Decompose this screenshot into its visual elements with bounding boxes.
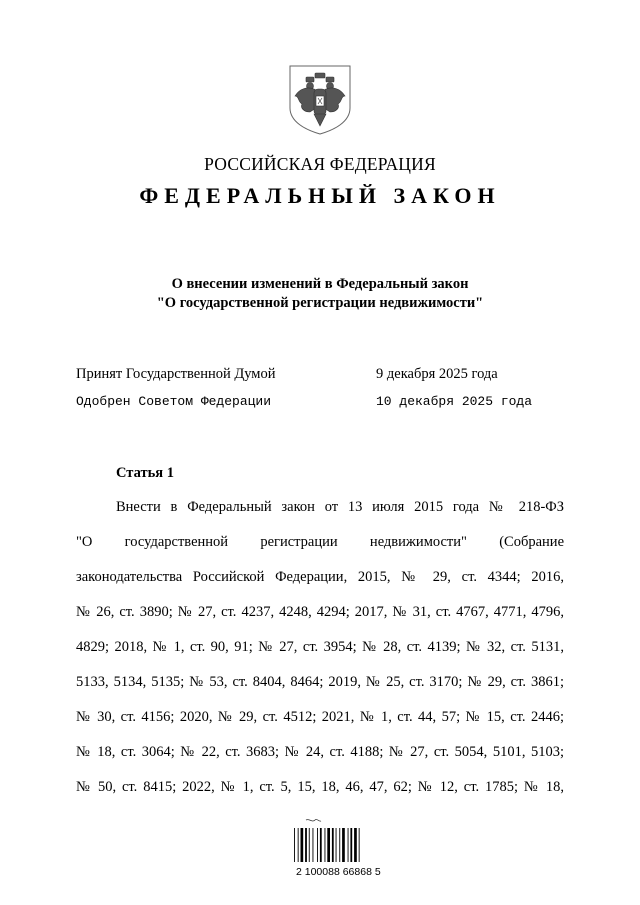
approval-council-date: 10 декабря 2025 года: [376, 394, 533, 409]
approval-council-label: Одобрен Советом Федерации: [76, 394, 272, 409]
article-text-line: 4829; 2018, № 1, ст. 90, 91; № 27, ст. 3954; № 28, ст. 4139; № 32, ст. 5131,: [76, 639, 564, 655]
barcode-caption: 2 100088 66868 5: [296, 866, 381, 878]
article-text-line: "О государственной регистрации недвижимости" (Собрание: [76, 534, 564, 550]
approval-duma-label: Принят Государственной Думой: [76, 366, 276, 382]
law-type: ФЕДЕРАЛЬНЫЙ ЗАКОН: [139, 183, 501, 208]
article-text-line: Внести в Федеральный закон от 13 июля 2015 года № 218-ФЗ: [116, 499, 564, 515]
approval-duma: [76, 366, 576, 388]
article-text-line: № 30, ст. 4156; 2020, № 29, ст. 4512; 2021, № 1, ст. 44, 57; № 15, ст. 2446;: [76, 709, 564, 725]
law-title-line-1: О внесении изменений в Федеральный закон: [171, 276, 469, 292]
law-title: [0, 275, 640, 313]
article-text-line: № 50, ст. 8415; 2022, № 1, ст. 5, 15, 18, 46, 47, 62; № 12, ст. 1785; № 18,: [76, 779, 564, 795]
article-heading: Статья 1: [116, 465, 174, 481]
article-text-line: законодательства Российской Федерации, 2015, № 29, ст. 4344; 2016,: [76, 569, 564, 585]
law-title-line-2: "О государственной регистрации недвижимости": [156, 295, 484, 311]
approval-duma-date: 9 декабря 2025 года: [376, 366, 498, 382]
approval-federation-council: [76, 394, 576, 416]
article-text-line: № 18, ст. 3064; № 22, ст. 3683; № 24, ст. 4188; № 27, ст. 5054, 5101, 5103;: [76, 744, 564, 760]
article-text-line: 5133, 5134, 5135; № 53, ст. 8404, 8464; 2019, № 25, ст. 3170; № 29, ст. 3861;: [76, 674, 564, 690]
country-name: РОССИЙСКАЯ ФЕДЕРАЦИЯ: [204, 154, 436, 174]
state-emblem-icon: [288, 64, 352, 136]
article-text-line: № 26, ст. 3890; № 27, ст. 4237, 4248, 4294; 2017, № 31, ст. 4767, 4771, 4796,: [76, 604, 564, 620]
